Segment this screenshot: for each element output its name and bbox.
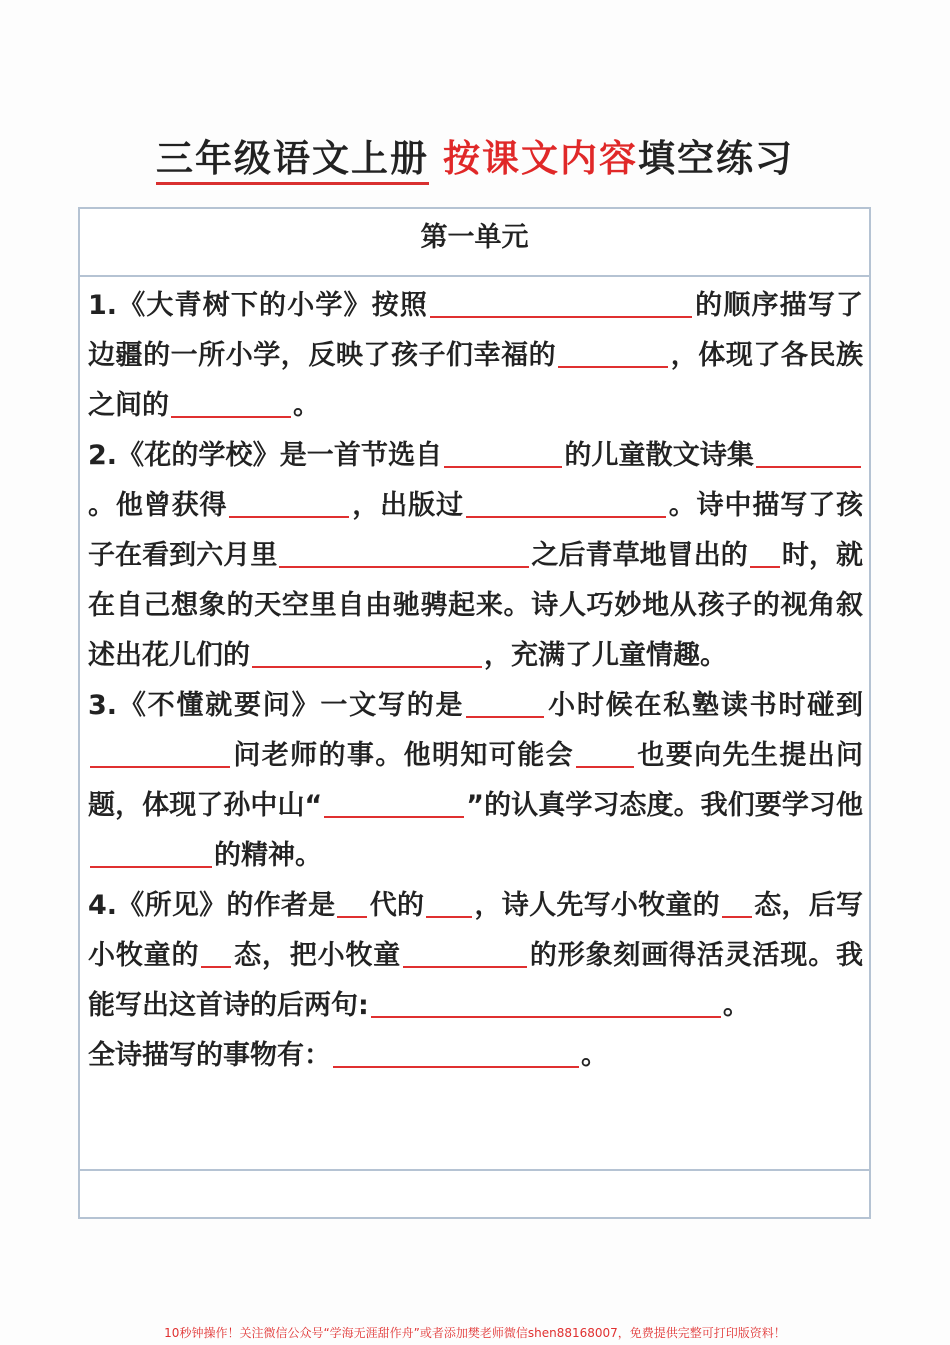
worksheet-content bbox=[88, 281, 863, 1081]
answer-blank[interactable] bbox=[558, 336, 668, 368]
q1-text-d: 。 bbox=[293, 390, 320, 421]
title-part1: 三年级语文上册 bbox=[156, 137, 429, 185]
q3-text-e: ”的认真学习态度。我们要学习他 bbox=[466, 790, 863, 821]
q3-text-f: 的精神。 bbox=[214, 840, 322, 871]
q4-text-c: ，诗人先写小牧童的 bbox=[474, 890, 720, 921]
answer-blank[interactable] bbox=[90, 736, 230, 768]
question-1 bbox=[88, 281, 863, 431]
q2-text-g: 时，就在自己想象的天空里自由驰骋起来。诗人巧妙地从孩子的视角叙述出花儿们的 bbox=[88, 540, 864, 671]
q3-text-c: 问老师的事。他明知可能会 bbox=[232, 740, 574, 771]
answer-blank[interactable] bbox=[576, 736, 634, 768]
answer-blank[interactable] bbox=[201, 936, 231, 968]
q2-text-b: 的儿童散文诗集 bbox=[564, 440, 755, 471]
answer-blank[interactable] bbox=[333, 1036, 579, 1068]
q2-text-a: 2.《花的学校》是一首节选自 bbox=[88, 440, 443, 471]
q4-text-g: 。 bbox=[722, 990, 750, 1021]
q4-text-b: 代的 bbox=[369, 890, 425, 921]
title-part2: 按课文内容 bbox=[443, 137, 638, 180]
q4-text-a: 4.《所见》的作者是 bbox=[88, 890, 336, 921]
answer-blank[interactable] bbox=[466, 486, 666, 518]
question-4 bbox=[88, 881, 863, 1031]
answer-blank[interactable] bbox=[444, 436, 562, 468]
answer-blank[interactable] bbox=[279, 536, 529, 568]
answer-blank[interactable] bbox=[371, 986, 721, 1018]
unit-heading: 第一单元 bbox=[80, 209, 869, 277]
answer-blank[interactable] bbox=[756, 436, 861, 468]
footer-note: 10秒钟操作！关注微信公众号“学海无涯甜作舟”或者添加樊老师微信shen88168007，免费提供完整可打印版资料！ bbox=[164, 1326, 786, 1340]
q2-text-d: ，出版过 bbox=[351, 490, 464, 521]
answer-blank[interactable] bbox=[403, 936, 527, 968]
q2-text-c: 。他曾获得 bbox=[88, 490, 228, 521]
answer-blank[interactable] bbox=[90, 836, 212, 868]
q4-text-d: 态，后写小牧童的 bbox=[88, 890, 864, 971]
q4-text-e: 态，把小牧童 bbox=[233, 940, 402, 971]
q5-text-a: 全诗描写的事物有： bbox=[88, 1040, 331, 1071]
answer-blank[interactable] bbox=[252, 636, 482, 668]
question-2 bbox=[88, 431, 863, 681]
answer-blank[interactable] bbox=[229, 486, 349, 518]
question-3 bbox=[88, 681, 863, 881]
answer-blank[interactable] bbox=[430, 286, 692, 318]
q1-text-b: 的顺序描写了边疆的一所小学，反映了孩子们幸福的 bbox=[88, 290, 863, 371]
q3-text-d: 也要向先生提出问题，体现了孙中山“ bbox=[88, 740, 864, 821]
q2-text-h: ，充满了儿童情趣。 bbox=[484, 640, 727, 671]
question-5 bbox=[88, 1031, 863, 1081]
q3-text-a: 3.《不懂就要问》一文写的是 bbox=[88, 690, 465, 721]
q2-text-e: 。诗中描写了孩子在看到六月里 bbox=[88, 490, 864, 571]
q1-text-c: ，体现了各民族之间的 bbox=[88, 340, 864, 421]
answer-blank[interactable] bbox=[466, 686, 544, 718]
answer-blank[interactable] bbox=[324, 786, 464, 818]
answer-blank[interactable] bbox=[722, 886, 752, 918]
footer-divider bbox=[80, 1169, 869, 1171]
title-part3: 填空练习 bbox=[638, 137, 794, 180]
q2-text-f: 之后青草地冒出的 bbox=[531, 540, 748, 571]
worksheet-frame bbox=[78, 207, 871, 1219]
answer-blank[interactable] bbox=[171, 386, 291, 418]
q1-text-a: 1.《大青树下的小学》按照 bbox=[88, 290, 429, 321]
q4-text-f: 的形象刻画得活灵活现。我能写出这首诗的后两句: bbox=[88, 940, 864, 1021]
answer-blank[interactable] bbox=[426, 886, 472, 918]
page-title bbox=[0, 128, 950, 182]
q5-text-b: 。 bbox=[581, 1040, 608, 1071]
q3-text-b: 小时候在私塾读书时碰到 bbox=[546, 690, 863, 721]
answer-blank[interactable] bbox=[750, 536, 780, 568]
answer-blank[interactable] bbox=[337, 886, 367, 918]
